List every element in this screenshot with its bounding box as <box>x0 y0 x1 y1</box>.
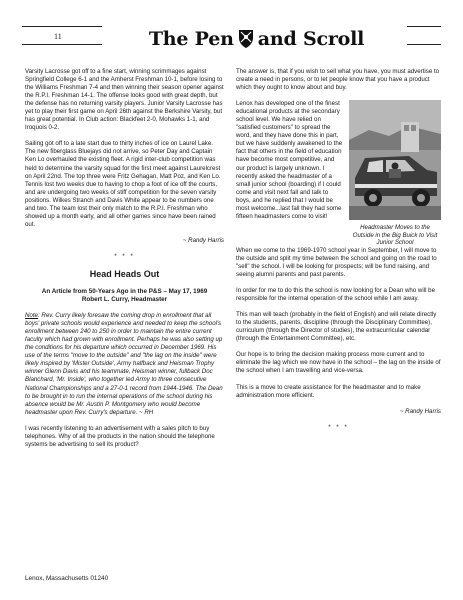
footer-location: Lenox, Massachusetts 01240 <box>25 575 109 582</box>
header-rule-left-bottom <box>22 44 102 45</box>
header-rule-right-bottom <box>407 44 441 45</box>
photo-wrap-section <box>236 100 441 247</box>
header-rule-right-top <box>407 26 441 27</box>
article-subheadline <box>25 288 224 304</box>
school-year-paragraph: When we come to the 1969-1970 school year in September, I will move to the outside and split my time between the school and going on the road to "sell" the school. I will be looking for prospects; will be fund raising, and seeing alumni parents and past parents. <box>236 246 437 279</box>
shield-crest-icon <box>238 29 254 49</box>
headmaster-car-photo <box>349 100 441 220</box>
masthead-title-part-2: and Scroll <box>257 28 365 50</box>
editor-note <box>25 312 224 417</box>
section-divider-stars-right: * * * <box>328 423 349 431</box>
lacrosse-paragraph: Varsity Lacrosse got off to a fine start, winning scrimmages against Springfield College 6-1 and the Amherst Freshman 10-1, before losing to the Williams Freshman 7-4 and then winning their season opener against the R.P.I. Freshman 14-1. The offense looks good with great depth, but the defense has no returning varsity players. Junior Varsity Lacrosse has yet to play their first game on April 26th against the Berkshire Varsity, but has great potential. In Club action: Blackfeet 2-0, Mohawks 1-1, and Iroquois 0-2. <box>25 68 224 132</box>
sailing-tennis-paragraph: Sailing got off to a late start due to thirty inches of ice on Laurel Lake. The new fiberglass Bluejays did not arrive, so Peter Day and Captain Ken Lo overhauled the existing fleet. A rigid inter-club competition was held to determine the varsity squad for the first meet against Laurelcrest on April 22nd. The top three were Fritz Gehagan, Matt Poz, and Ken Lo. Tennis lost two weeks due to having to chop a foot of ice off the courts, and are undergoing two weeks of stiff competition for the seven varsity positions. Wilkes Stranch and Davis White appear to be numbers one and two. The team lost their only match to the R.P.I. Freshman who showed up a month early, and all other games since have been rained out. <box>25 140 221 228</box>
masthead-title-part-1: The Pen <box>148 28 234 50</box>
masthead-header <box>22 24 441 54</box>
editor-note-label: Note <box>25 312 38 320</box>
photo-caption: Headmaster Moves to the Outside in the Big Buick to Visit Junior School <box>352 224 438 247</box>
article-intro-paragraph: I was recently listening to an advertisement with a sales pitch to buy telephones. Why of all the products in the nation should the telephone systems be advertising to sell its product? <box>25 424 215 448</box>
page-number: 11 <box>54 32 62 41</box>
signature-randy-harris-right: ~ Randy Harris <box>399 407 441 415</box>
left-column <box>25 68 224 457</box>
article-headline: Head Heads Out <box>89 268 160 279</box>
hope-paragraph: Our hope is to bring the decision making process more current and to eliminate the lag which we now have in the school – the lag on the inside of the school when I am travelling and vice-versa. <box>236 351 441 375</box>
right-column <box>236 68 441 440</box>
dean-paragraph: In order for me to do this the school is now looking for a Dean who will be responsible for the internal operation of the school while I am away. <box>236 287 435 303</box>
masthead-title <box>104 24 409 54</box>
header-rule-left-top <box>22 26 102 27</box>
article-author-line: Robert L. Curry, Headmaster <box>81 296 168 304</box>
lenox-paragraph: Lenox has developed one of the finest educational products at the secondary school level. We have relied on "satisfied customers" to spread the word, and they have done this in part, but we have suddenly awakened to the fact that others in the field of education have become most competitive, and our product is largely unknown. I recently asked the headmaster of a small junior school (boarding) if I could come and visit next fall and talk to boys, and he replied that I would be most welcome...last fall they had some fifteen headmasters come to visit! <box>236 100 343 220</box>
photo-figure <box>349 100 441 247</box>
editor-note-text: : Rev. Curry likely foresaw the coming drop in enrollment that all boys' private schools would experience and needed to keep the school's enrollment between 240 to 250 in order to maintain the entire current faculty which had grown with enrollment. Perhaps he was also setting up the conditions for his departure which occurred in December 1969. His use of the terms "move to the outside" and "the lag on the inside" were likely inspired by 'Mister Outside', Army halfback and Heisman Trophy winner Glenn Davis and his teammate, Heisman winner, fullback Doc Blanchard, 'Mr. Inside', who together led Army to three consecutive National Championships and a 27-0-1 record from 1944-1946. The Dean to be brought in to run the internal operations of the school during his absence would be Mr. Austin P. Montgomery who would become headmaster upon Rev. Curry's departure. ~ RH <box>25 312 223 416</box>
assistance-paragraph: This is a move to create assistance for the headmaster and to make administration more efficient. <box>236 383 421 399</box>
signature-randy-harris: ~ Randy Harris <box>182 236 224 244</box>
article-source-line: An Article from 50-Years Ago in the P&S – May 17, 1969 <box>41 287 208 295</box>
car-photo-illustration <box>349 100 441 220</box>
dean-duties-paragraph: This man will teach (probably in the field of English) and will relate directly to the students, parents, discipline (through the Disciplinary Committee), curriculum (through the Director of studies), the extracurricular calendar (through the Entertainment Committee), etc. <box>236 311 437 343</box>
section-divider-stars: * * * <box>114 252 135 260</box>
answer-paragraph: The answer is, that if you wish to sell what you have, you must advertise to create a need in persons, or to let people know that you have a product which they ought to know about and buy. <box>236 68 440 92</box>
